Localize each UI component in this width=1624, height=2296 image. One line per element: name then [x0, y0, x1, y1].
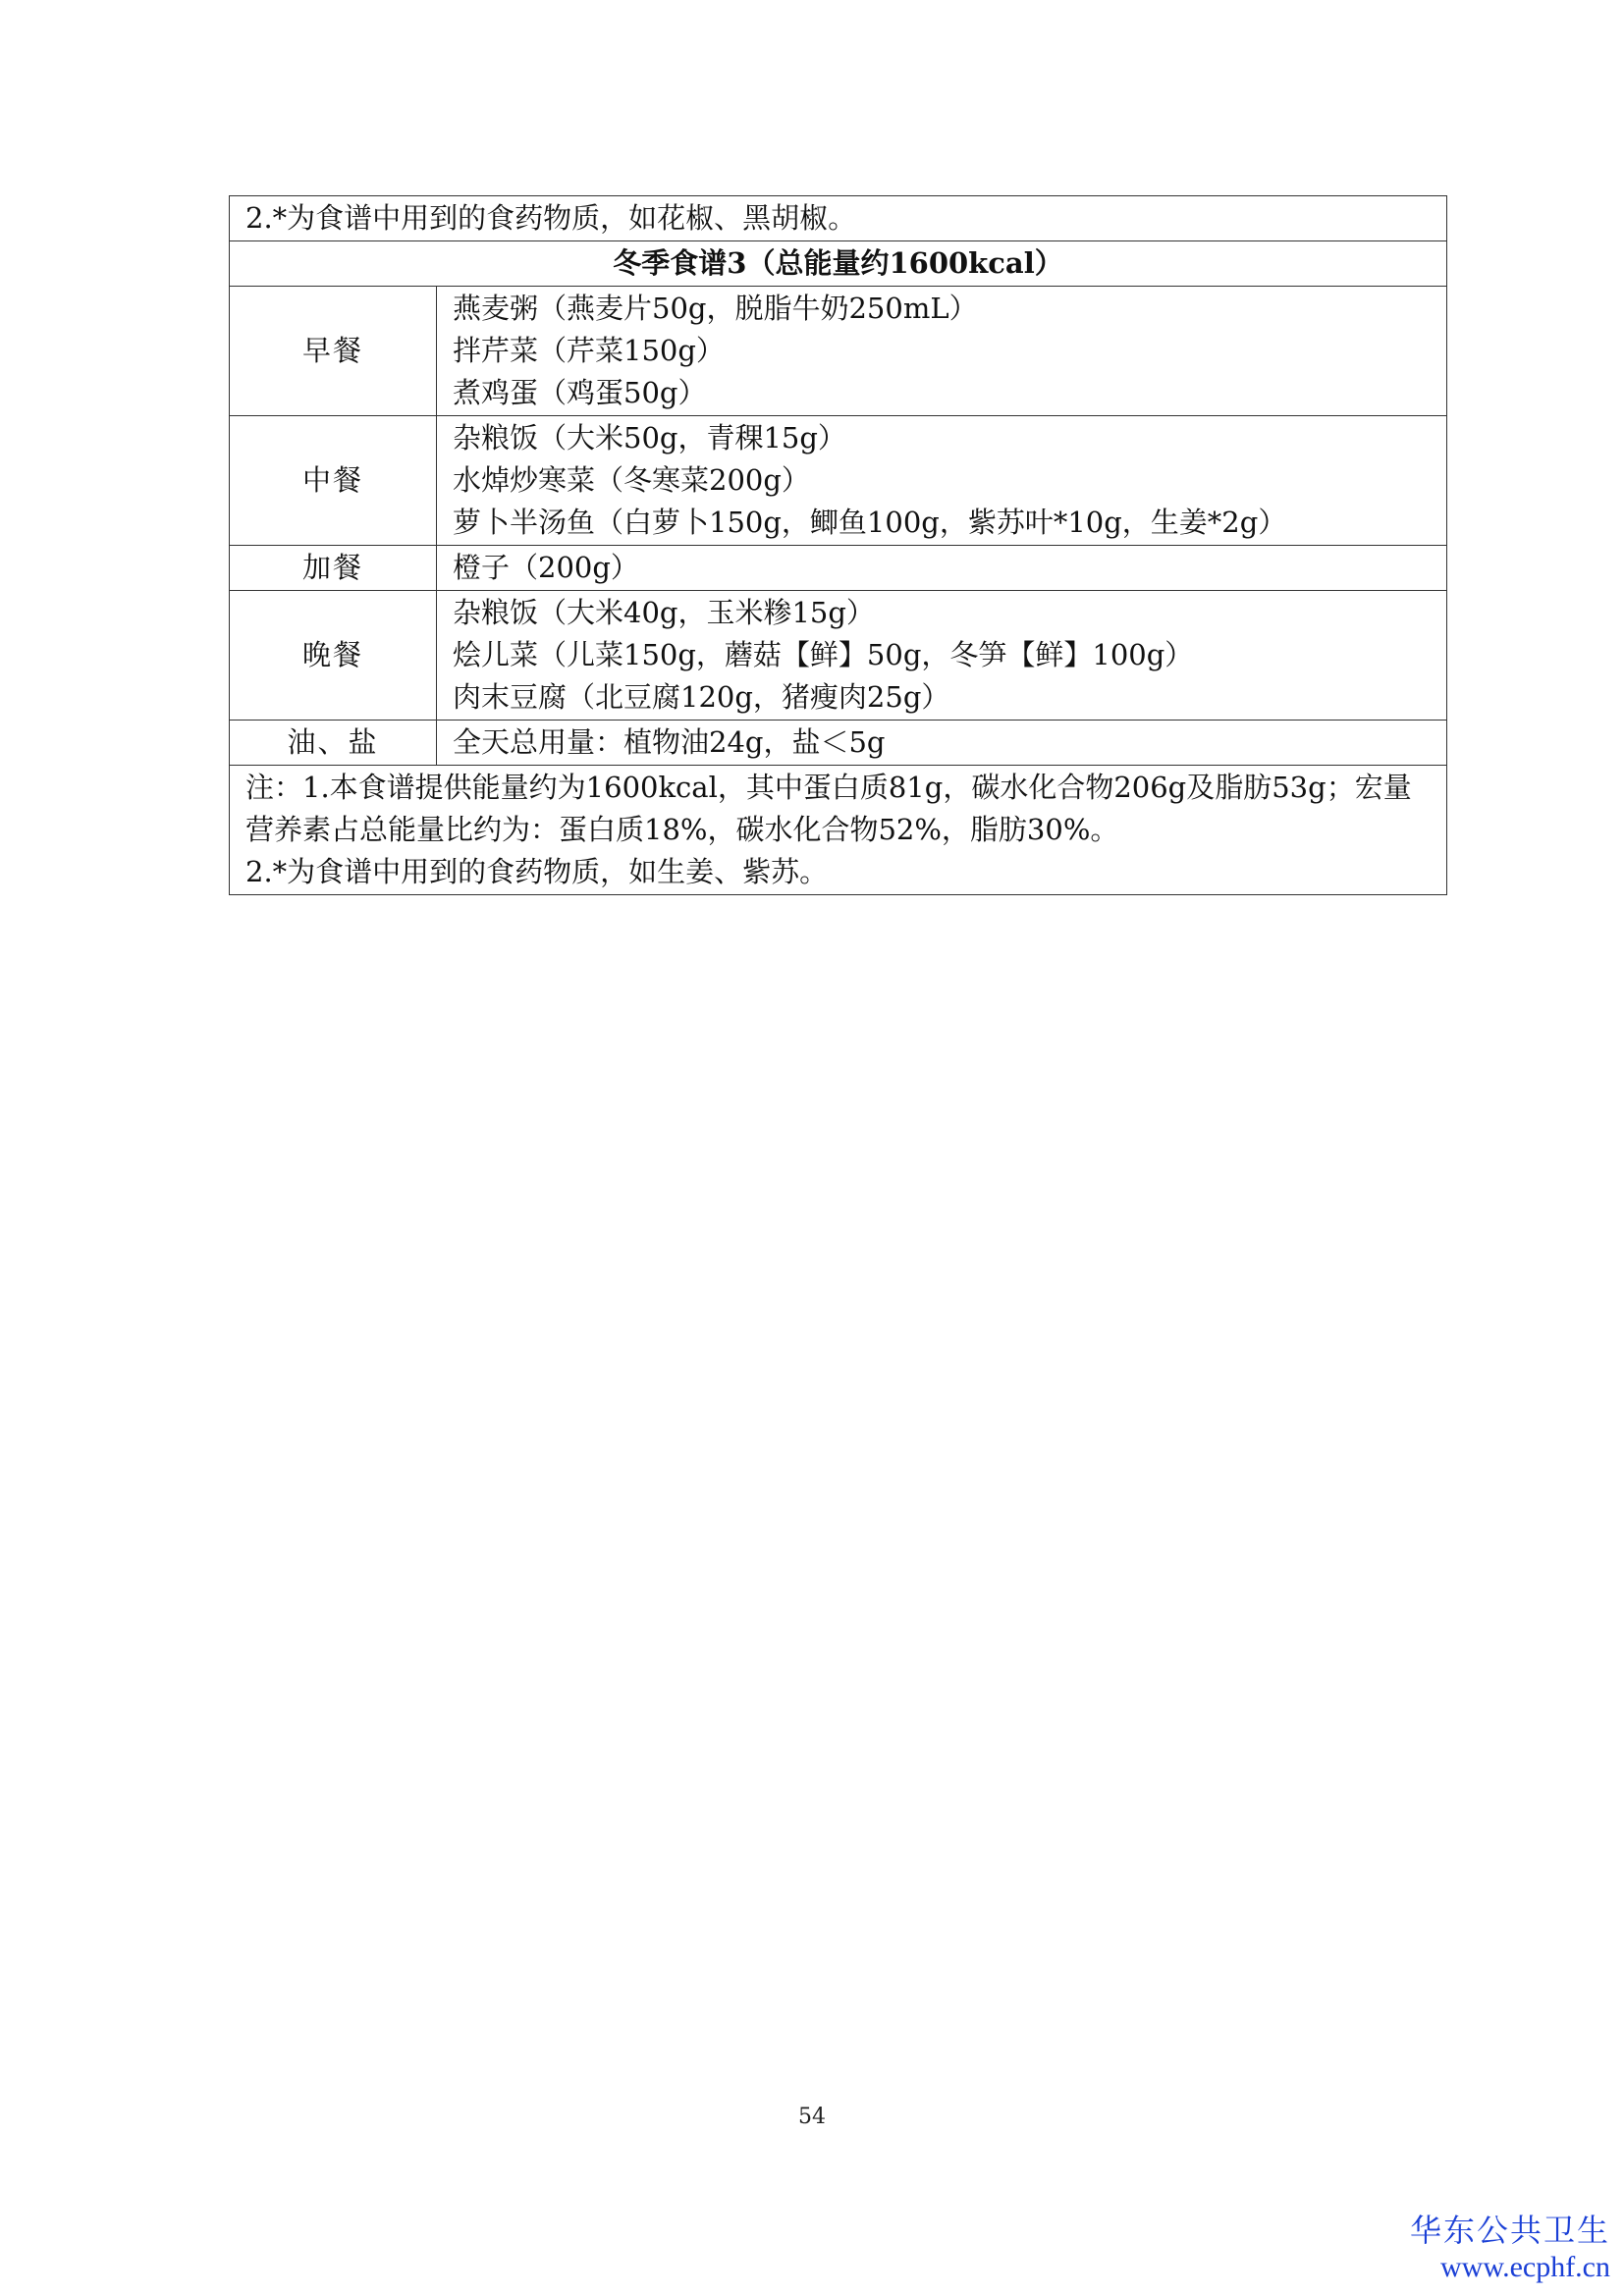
top-note: 2.*为食谱中用到的食药物质，如花椒、黑胡椒。 [230, 196, 1447, 241]
meal-row-breakfast [230, 287, 1447, 416]
meal-row-lunch [230, 416, 1447, 546]
meal-row-oil-salt [230, 721, 1447, 766]
meal-items [437, 591, 1447, 721]
meal-items [437, 546, 1447, 591]
menu-table [229, 195, 1447, 895]
meal-item: 杂粮饭（大米50g，青稞15g） [453, 421, 846, 454]
meal-name: 晚餐 [230, 591, 437, 721]
page-number: 54 [798, 2105, 826, 2129]
meal-item: 萝卜半汤鱼（白萝卜150g，鲫鱼100g，紫苏叶*10g，生姜*2g） [453, 506, 1287, 539]
meal-item: 全天总用量：植物油24g，盐＜5g [453, 725, 886, 759]
meal-item: 煮鸡蛋（鸡蛋50g） [453, 376, 707, 409]
menu-title-row [230, 241, 1447, 287]
watermark [1410, 2212, 1610, 2286]
meal-item: 杂粮饭（大米40g，玉米糁15g） [453, 596, 875, 629]
meal-name: 中餐 [230, 416, 437, 546]
meal-item: 橙子（200g） [453, 551, 639, 584]
meal-name: 早餐 [230, 287, 437, 416]
meal-items [437, 416, 1447, 546]
meal-item: 燕麦粥（燕麦片50g，脱脂牛奶250mL） [453, 292, 978, 325]
watermark-name: 华东公共卫生 [1409, 2213, 1610, 2248]
notes-row [230, 766, 1447, 895]
meal-items [437, 287, 1447, 416]
note-line: 注：1.本食谱提供能量约为1600kcal，其中蛋白质81g，碳水化合物206g及脂肪53g；宏量营养素占总能量比约为：蛋白质18%，碳水化合物52%，脂肪30%。 [245, 771, 1412, 846]
watermark-url: www.ecphf.cn [1440, 2251, 1610, 2283]
notes [230, 766, 1447, 895]
meal-name: 油、盐 [230, 721, 437, 766]
meal-row-snack [230, 546, 1447, 591]
note-line: 2.*为食谱中用到的食药物质，如生姜、紫苏。 [245, 855, 829, 888]
meal-item: 烩儿菜（儿菜150g，蘑菇【鲜】50g，冬笋【鲜】100g） [453, 638, 1194, 671]
meal-row-dinner [230, 591, 1447, 721]
meal-item: 肉末豆腐（北豆腐120g，猪瘦肉25g） [453, 680, 950, 714]
menu-title: 冬季食谱3（总能量约1600kcal） [230, 241, 1447, 287]
meal-items [437, 721, 1447, 766]
top-note-row [230, 196, 1447, 241]
meal-item: 拌芹菜（芹菜150g） [453, 334, 725, 367]
meal-name: 加餐 [230, 546, 437, 591]
meal-item: 水焯炒寒菜（冬寒菜200g） [453, 463, 810, 497]
